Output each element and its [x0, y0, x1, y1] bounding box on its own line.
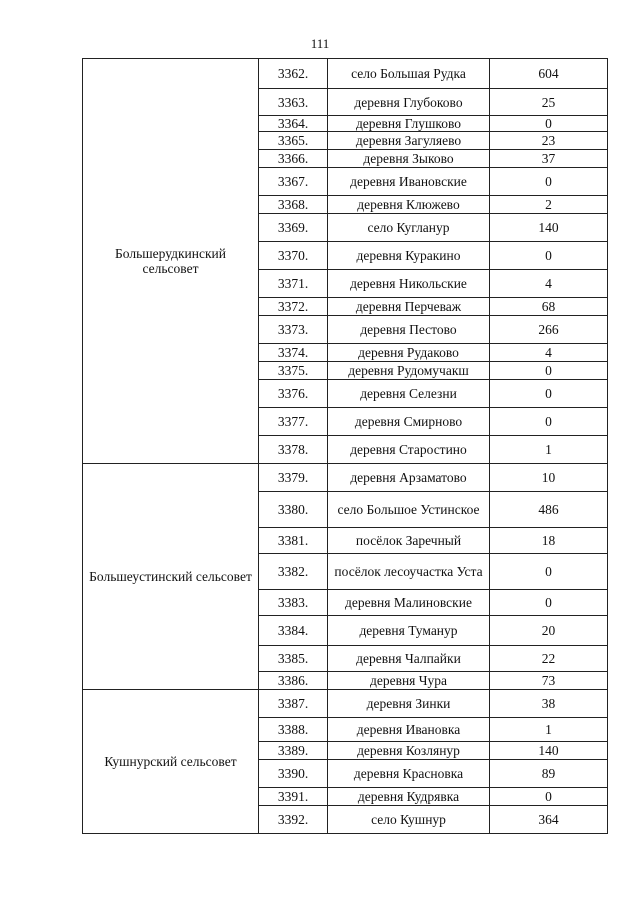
settlement-name-cell: деревня Кудрявка [328, 788, 490, 806]
population-cell: 10 [490, 464, 608, 492]
settlement-name-cell: деревня Смирново [328, 408, 490, 436]
population-cell: 1 [490, 718, 608, 742]
population-cell: 4 [490, 344, 608, 362]
population-cell: 140 [490, 214, 608, 242]
settlement-number-cell: 3385. [259, 646, 328, 672]
settlement-number-cell: 3387. [259, 690, 328, 718]
settlement-name-cell: деревня Загуляево [328, 132, 490, 150]
population-cell: 20 [490, 616, 608, 646]
population-cell: 38 [490, 690, 608, 718]
population-cell: 1 [490, 436, 608, 464]
settlement-number-cell: 3378. [259, 436, 328, 464]
settlement-name-cell: деревня Ивановка [328, 718, 490, 742]
settlement-name-cell: деревня Красновка [328, 760, 490, 788]
settlement-number-cell: 3363. [259, 89, 328, 116]
settlement-number-cell: 3379. [259, 464, 328, 492]
settlement-number-cell: 3392. [259, 806, 328, 834]
settlement-name-cell: деревня Перчеваж [328, 298, 490, 316]
population-cell: 25 [490, 89, 608, 116]
settlement-number-cell: 3380. [259, 492, 328, 528]
settlement-number-cell: 3386. [259, 672, 328, 690]
settlement-name-cell: деревня Глушково [328, 116, 490, 132]
population-cell: 68 [490, 298, 608, 316]
population-cell: 0 [490, 168, 608, 196]
population-cell: 486 [490, 492, 608, 528]
settlement-number-cell: 3368. [259, 196, 328, 214]
settlement-number-cell: 3391. [259, 788, 328, 806]
population-cell: 140 [490, 742, 608, 760]
settlement-name-cell: деревня Арзаматово [328, 464, 490, 492]
settlement-number-cell: 3367. [259, 168, 328, 196]
table-row [83, 690, 608, 718]
population-cell: 0 [490, 116, 608, 132]
population-cell: 0 [490, 362, 608, 380]
settlement-name-cell: село Кушнур [328, 806, 490, 834]
settlement-name-cell: село Большое Устинское [328, 492, 490, 528]
settlement-name-cell: деревня Клюжево [328, 196, 490, 214]
settlement-name-cell: деревня Малиновские [328, 590, 490, 616]
settlement-number-cell: 3371. [259, 270, 328, 298]
settlement-name-cell: деревня Чалпайки [328, 646, 490, 672]
settlement-name-cell: посёлок Заречный [328, 528, 490, 554]
council-name-cell: Кушнурский сельсовет [83, 690, 259, 834]
population-cell: 23 [490, 132, 608, 150]
settlement-number-cell: 3362. [259, 59, 328, 89]
settlement-number-cell: 3374. [259, 344, 328, 362]
settlement-name-cell: деревня Туманур [328, 616, 490, 646]
settlement-name-cell: деревня Рудомучакш [328, 362, 490, 380]
council-name-cell: Большерудкинский сельсовет [83, 59, 259, 464]
population-cell: 2 [490, 196, 608, 214]
population-cell: 37 [490, 150, 608, 168]
table-body [83, 59, 608, 834]
population-cell: 0 [490, 408, 608, 436]
settlement-number-cell: 3390. [259, 760, 328, 788]
settlement-number-cell: 3381. [259, 528, 328, 554]
table-row [83, 464, 608, 492]
settlement-name-cell: село Кугланур [328, 214, 490, 242]
settlement-name-cell: посёлок лесоучастка Уста [328, 554, 490, 590]
settlement-name-cell: деревня Ивановские [328, 168, 490, 196]
settlement-number-cell: 3366. [259, 150, 328, 168]
settlement-name-cell: деревня Пестово [328, 316, 490, 344]
population-cell: 89 [490, 760, 608, 788]
settlement-number-cell: 3370. [259, 242, 328, 270]
settlement-number-cell: 3364. [259, 116, 328, 132]
settlement-name-cell: деревня Зыково [328, 150, 490, 168]
settlement-name-cell: деревня Селезни [328, 380, 490, 408]
population-cell: 364 [490, 806, 608, 834]
population-cell: 18 [490, 528, 608, 554]
population-cell: 266 [490, 316, 608, 344]
settlement-number-cell: 3376. [259, 380, 328, 408]
settlement-number-cell: 3388. [259, 718, 328, 742]
settlement-name-cell: деревня Козлянур [328, 742, 490, 760]
settlement-number-cell: 3373. [259, 316, 328, 344]
settlement-number-cell: 3382. [259, 554, 328, 590]
settlement-number-cell: 3389. [259, 742, 328, 760]
population-cell: 0 [490, 380, 608, 408]
settlement-name-cell: деревня Старостино [328, 436, 490, 464]
settlement-name-cell: деревня Никольские [328, 270, 490, 298]
population-cell: 0 [490, 242, 608, 270]
settlement-name-cell: деревня Чура [328, 672, 490, 690]
settlement-number-cell: 3372. [259, 298, 328, 316]
settlement-name-cell: деревня Рудаково [328, 344, 490, 362]
settlement-number-cell: 3384. [259, 616, 328, 646]
population-cell: 0 [490, 590, 608, 616]
settlement-name-cell: деревня Зинки [328, 690, 490, 718]
settlement-name-cell: деревня Куракино [328, 242, 490, 270]
settlements-table [82, 58, 608, 834]
population-cell: 73 [490, 672, 608, 690]
population-cell: 0 [490, 788, 608, 806]
page-number: 111 [310, 36, 330, 51]
population-cell: 22 [490, 646, 608, 672]
settlement-number-cell: 3383. [259, 590, 328, 616]
settlement-number-cell: 3377. [259, 408, 328, 436]
population-cell: 4 [490, 270, 608, 298]
settlement-name-cell: деревня Глубоково [328, 89, 490, 116]
settlement-number-cell: 3365. [259, 132, 328, 150]
settlement-number-cell: 3375. [259, 362, 328, 380]
table-row [83, 59, 608, 89]
settlement-number-cell: 3369. [259, 214, 328, 242]
settlement-name-cell: село Большая Рудка [328, 59, 490, 89]
population-cell: 0 [490, 554, 608, 590]
population-cell: 604 [490, 59, 608, 89]
council-name-cell: Большеустинский сельсовет [83, 464, 259, 690]
